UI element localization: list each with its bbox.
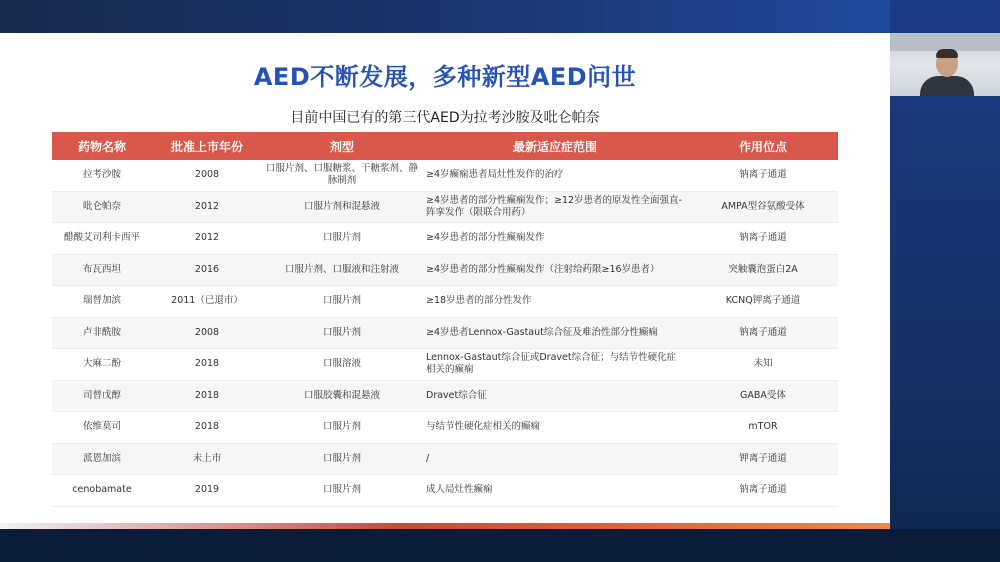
- year-cell: 未上市: [152, 443, 262, 475]
- drug-name-cell: 瑞替加滨: [52, 286, 152, 318]
- target-cell: AMPA型谷氨酸受体: [688, 191, 838, 223]
- indication-cell: Lennox-Gastaut综合征或Dravet综合征；与结节性硬化症相关的癫痫: [422, 349, 688, 381]
- indication-cell: ≥4岁患者的部分性癫痫发作: [422, 223, 688, 255]
- table-row: [52, 349, 838, 381]
- drug-name-cell: 拉考沙胺: [52, 160, 152, 191]
- indication-cell: ≥4岁患者Lennox-Gastaut综合征及难治性部分性癫痫: [422, 317, 688, 349]
- form-cell: 口服片剂: [262, 317, 422, 349]
- form-cell: 口服片剂: [262, 223, 422, 255]
- table-row: [52, 380, 838, 412]
- form-cell: 口服片剂、口服糖浆、干糖浆剂、静脉制剂: [262, 160, 422, 191]
- drug-name-cell: cenobamate: [52, 475, 152, 507]
- year-cell: 2011（已退市）: [152, 286, 262, 318]
- indication-cell: ≥18岁患者的部分性发作: [422, 286, 688, 318]
- target-cell: 钾离子通道: [688, 443, 838, 475]
- form-cell: 口服片剂和混悬液: [262, 191, 422, 223]
- presenter-hair: [936, 49, 958, 58]
- bottom-bar: [0, 529, 1000, 562]
- form-cell: 口服片剂: [262, 443, 422, 475]
- target-cell: 钠离子通道: [688, 160, 838, 191]
- indication-cell: Dravet综合征: [422, 380, 688, 412]
- year-cell: 2016: [152, 254, 262, 286]
- drug-name-cell: 依维莫司: [52, 412, 152, 444]
- table-row: [52, 475, 838, 507]
- drug-name-cell: 吡仑帕奈: [52, 191, 152, 223]
- indication-cell: ≥4岁患者的部分性癫痫发作；≥12岁患者的原发性全面强直-阵挛发作（限联合用药）: [422, 191, 688, 223]
- drug-name-cell: 司替戊醇: [52, 380, 152, 412]
- target-cell: 钠离子通道: [688, 317, 838, 349]
- table-row: [52, 443, 838, 475]
- form-cell: 口服胶囊和混悬液: [262, 380, 422, 412]
- drug-name-cell: 卢非酰胺: [52, 317, 152, 349]
- slide-subtitle: 目前中国已有的第三代AED为拉考沙胺及吡仑帕奈: [290, 110, 600, 126]
- year-cell: 2008: [152, 317, 262, 349]
- drug-table: [52, 132, 838, 507]
- form-cell: 口服片剂: [262, 286, 422, 318]
- header-dosage-form: 剂型: [262, 132, 422, 160]
- target-cell: 钠离子通道: [688, 475, 838, 507]
- target-cell: KCNQ钾离子通道: [688, 286, 838, 318]
- slide-accent-line: [0, 523, 890, 529]
- header-drug-name: 药物名称: [52, 132, 152, 160]
- target-cell: 突触囊泡蛋白2A: [688, 254, 838, 286]
- year-cell: 2012: [152, 191, 262, 223]
- year-cell: 2018: [152, 380, 262, 412]
- indication-cell: 成人局灶性癫痫: [422, 475, 688, 507]
- target-cell: mTOR: [688, 412, 838, 444]
- header-target: 作用位点: [688, 132, 838, 160]
- drug-name-cell: 布瓦西坦: [52, 254, 152, 286]
- table-row: [52, 191, 838, 223]
- slide-title: AED不断发展，多种新型AED问世: [253, 63, 637, 91]
- drug-name-cell: 派恩加滨: [52, 443, 152, 475]
- table-row: [52, 412, 838, 444]
- table-row: [52, 286, 838, 318]
- target-cell: GABA受体: [688, 380, 838, 412]
- year-cell: 2012: [152, 223, 262, 255]
- form-cell: 口服片剂、口服液和注射液: [262, 254, 422, 286]
- table-row: [52, 160, 838, 191]
- target-cell: 钠离子通道: [688, 223, 838, 255]
- table-row: [52, 254, 838, 286]
- indication-cell: /: [422, 443, 688, 475]
- year-cell: 2008: [152, 160, 262, 191]
- top-bar: [0, 0, 1000, 33]
- header-indication: 最新适应症范围: [422, 132, 688, 160]
- presenter-webcam-thumbnail[interactable]: [890, 33, 1000, 96]
- table-row: [52, 317, 838, 349]
- target-cell: 未知: [688, 349, 838, 381]
- indication-cell: ≥4岁癫痫患者局灶性发作的治疗: [422, 160, 688, 191]
- presenter-body: [920, 76, 974, 96]
- form-cell: 口服片剂: [262, 412, 422, 444]
- year-cell: 2018: [152, 412, 262, 444]
- indication-cell: 与结节性硬化症相关的癫痫: [422, 412, 688, 444]
- year-cell: 2018: [152, 349, 262, 381]
- presentation-slide: [0, 33, 890, 529]
- form-cell: 口服溶液: [262, 349, 422, 381]
- drug-name-cell: 大麻二酚: [52, 349, 152, 381]
- table-header-row: [52, 132, 838, 160]
- drug-name-cell: 醋酸艾司利卡西平: [52, 223, 152, 255]
- table-row: [52, 223, 838, 255]
- form-cell: 口服片剂: [262, 475, 422, 507]
- year-cell: 2019: [152, 475, 262, 507]
- indication-cell: ≥4岁患者的部分性癫痫发作（注射给药限≥16岁患者）: [422, 254, 688, 286]
- header-approval-year: 批准上市年份: [152, 132, 262, 160]
